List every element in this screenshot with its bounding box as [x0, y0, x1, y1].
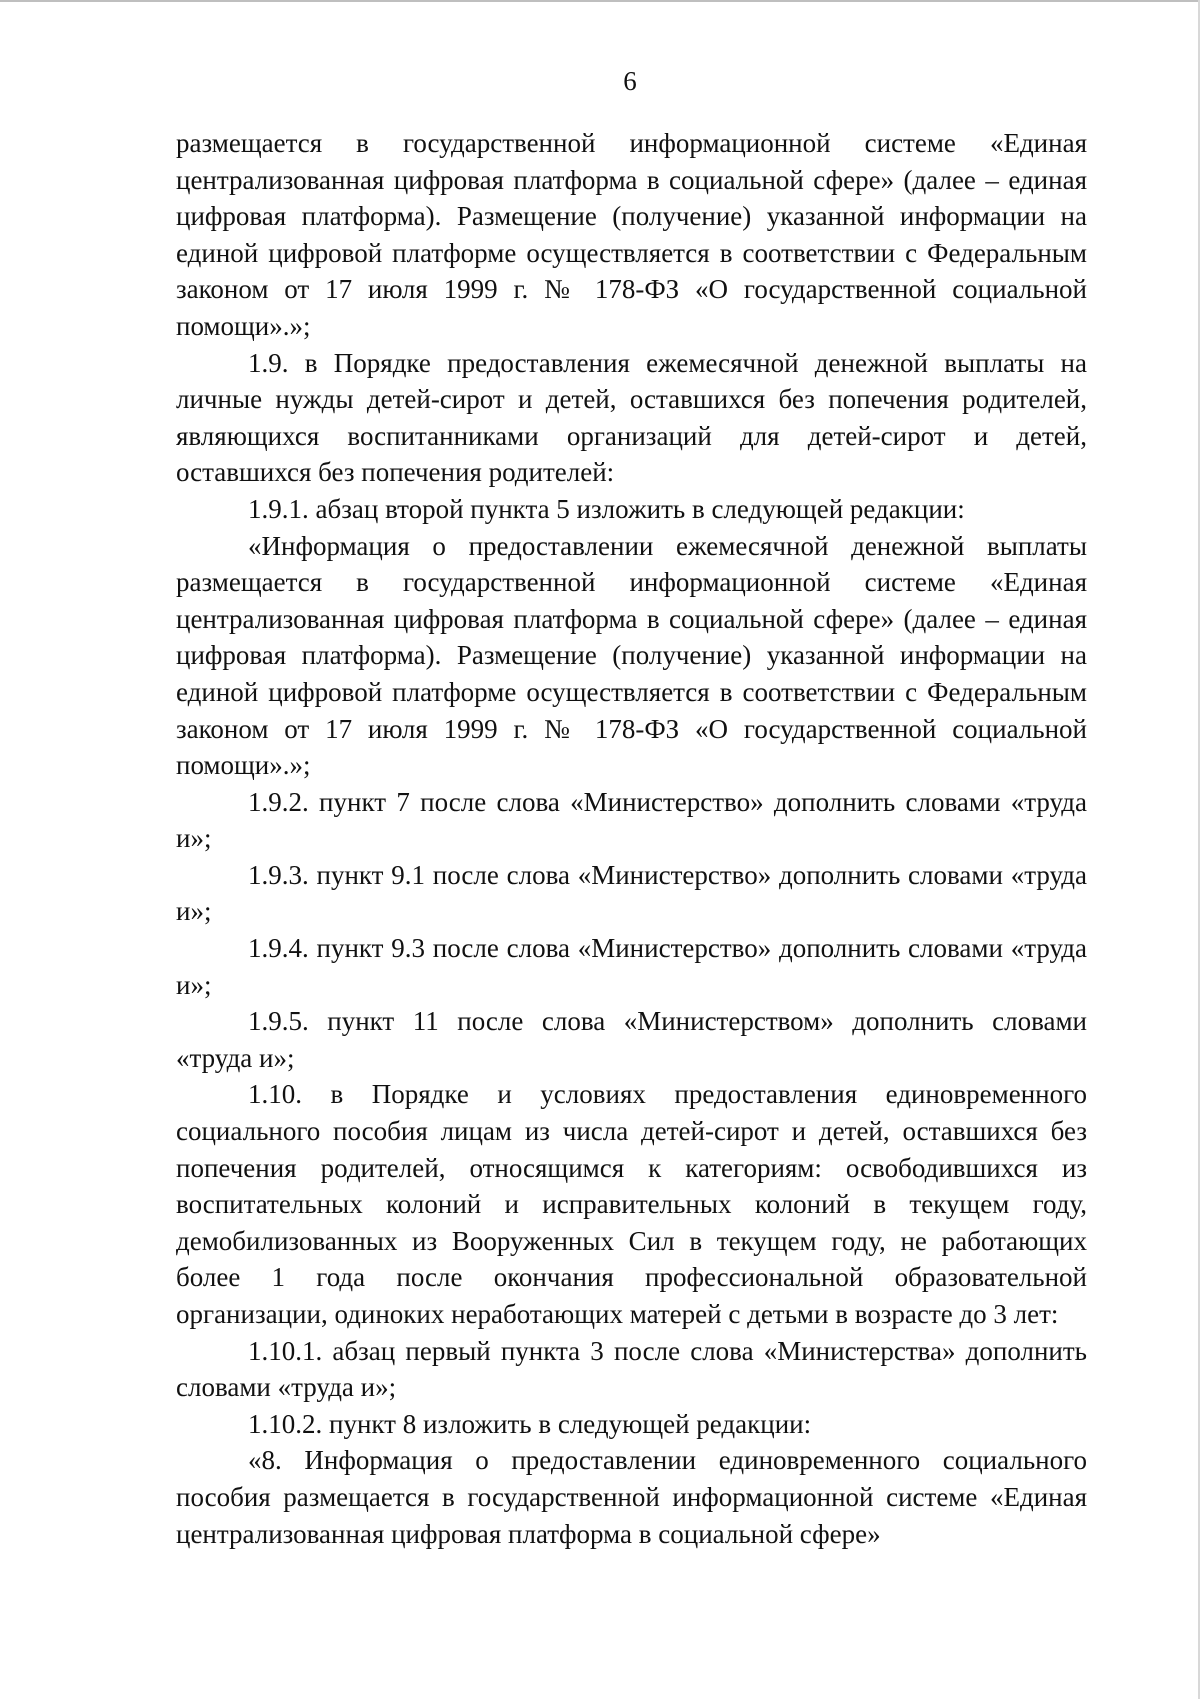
paragraph: 1.9. в Порядке предоставления ежемесячной денежной выплаты на личные нужды детей-сирот и детей, оставшихся без попечения родителей, являющихся воспитанниками организаций для детей-сирот и детей, оставшихся без попечения родителей:	[176, 347, 1087, 488]
paragraph: 1.9.1. абзац второй пункта 5 изложить в следующей редакции:	[248, 493, 965, 524]
scan-edge-top	[0, 0, 1200, 2]
paragraph: 1.9.3. пункт 9.1 после слова «Министерство» дополнить словами «труда и»;	[176, 859, 1087, 927]
paragraph: 1.10. в Порядке и условиях предоставления единовременного социального пособия лицам из числа детей-сирот и детей, оставшихся без попечения родителей, относящимся к категориям: освободившихся из воспитательных колоний и исправительных колоний в текущем году, демобилизованных из Вооруженных Сил в текущем году, не работающих более 1 года после окончания профессиональной образовательной организации, одиноких неработающих матерей с детьми в возрасте до 3 лет:	[176, 1079, 1087, 1329]
paragraph: 1.10.2. пункт 8 изложить в следующей редакции:	[248, 1408, 812, 1439]
paragraph: 1.9.4. пункт 9.3 после слова «Министерство» дополнить словами «труда и»;	[176, 933, 1087, 1000]
paragraph: 1.9.2. пункт 7 после слова «Министерство» дополнить словами «труда и»;	[176, 786, 1087, 854]
paragraph: «Информация о предоставлении ежемесячной денежной выплаты размещается в государственной информационной системе «Единая централизованная цифровая платформа в социальной сфере» (далее – единая цифровая платформа). Размещение (получение) указанной информации на единой цифровой платформе осуществляется в соответствии с Федеральным законом от 17 июля 1999 г. № 178-ФЗ «О государственной социальной помощи».»;	[176, 530, 1087, 781]
paragraph: 1.10.1. абзац первый пункта 3 после слова «Министерства» дополнить словами «труда и»;	[176, 1335, 1087, 1403]
paragraph: «8. Информация о предоставлении единовременного социального пособия размещается в государственной информационной системе «Единая централизованная цифровая платформа в социальной сфере»	[176, 1445, 1087, 1549]
document-body	[176, 125, 1087, 1552]
paragraph: размещается в государственной информационной системе «Единая централизованная цифровая платформа в социальной сфере» (далее – единая цифровая платформа). Размещение (получение) указанной информации на единой цифровой платформе осуществляется в соответствии с Федеральным законом от 17 июля 1999 г. № 178-ФЗ «О государственной социальной помощи».»;	[176, 128, 1087, 341]
page-number: 6	[623, 66, 637, 96]
paragraph: 1.9.5. пункт 11 после слова «Министерством» дополнить словами «труда и»;	[176, 1006, 1087, 1073]
